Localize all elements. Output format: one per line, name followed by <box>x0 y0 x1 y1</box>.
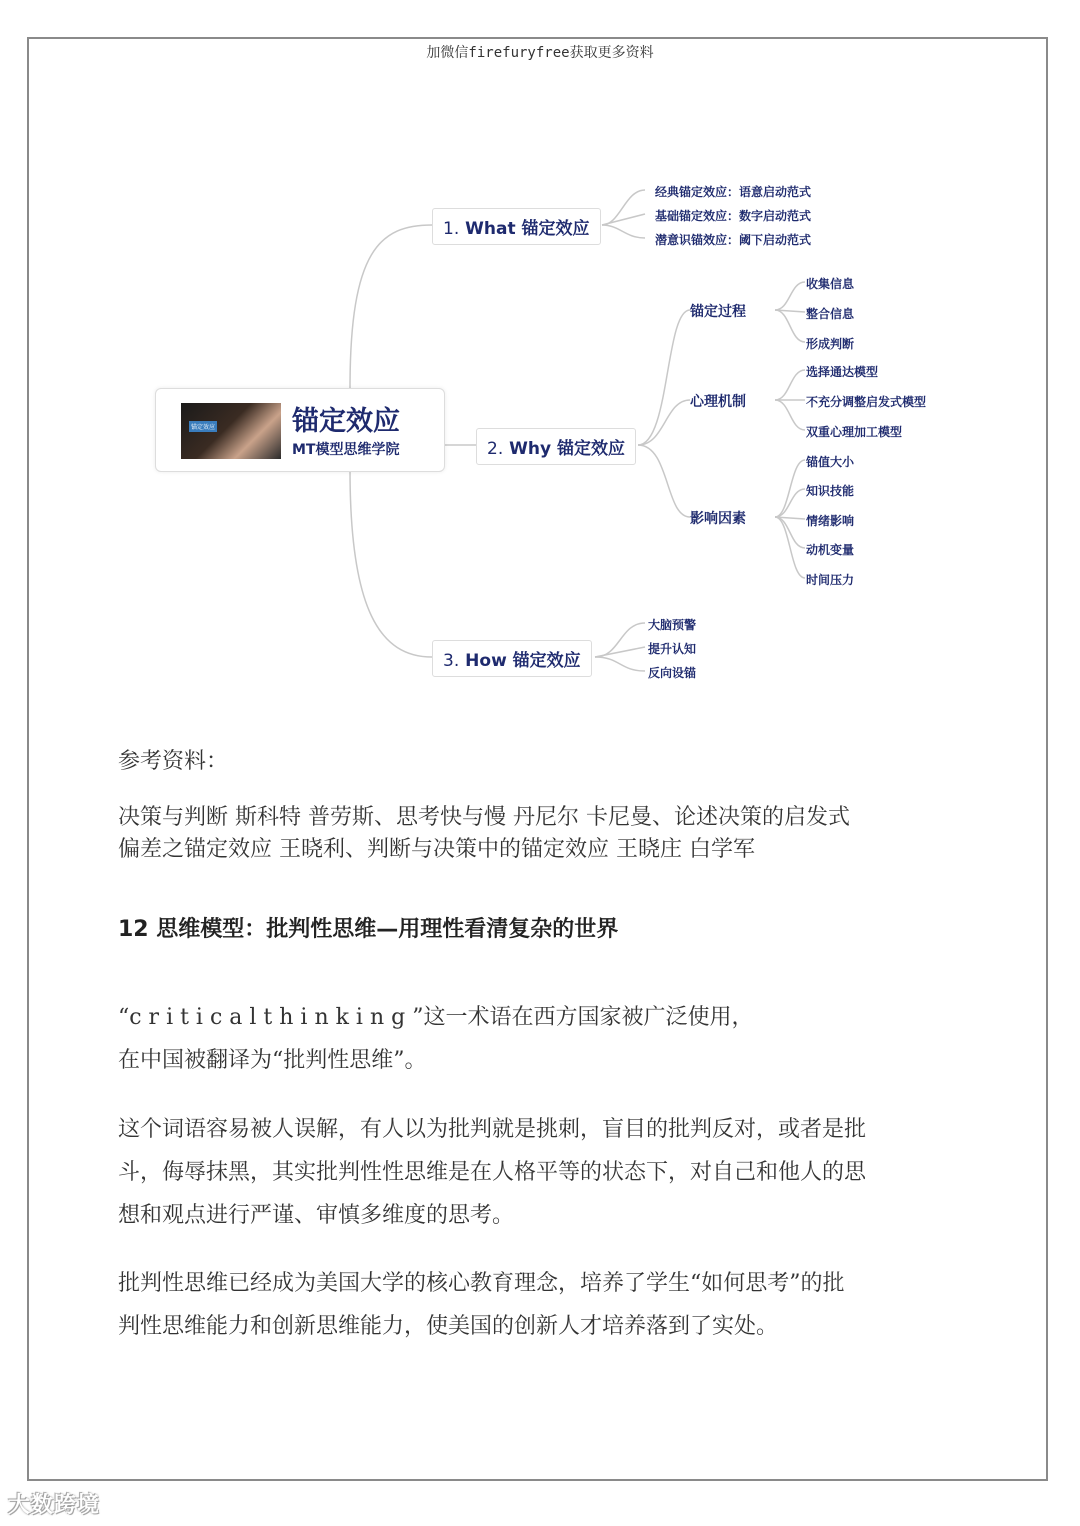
mind-map-root <box>155 388 445 472</box>
reference-line: 决策与判断 斯科特 普劳斯、思考快与慢 丹尼尔 卡尼曼、论述决策的启发式 <box>118 805 850 830</box>
paragraph-line: 在中国被翻译为“批判性思维”。 <box>118 1048 427 1073</box>
leaf: 锚值大小 <box>806 455 855 469</box>
root-subtitle: MT模型思维学院 <box>292 442 400 458</box>
reference-line: 偏差之锚定效应 王晓利、判断与决策中的锚定效应 王晓庄 白学军 <box>118 837 755 862</box>
group-label: 心理机制 <box>690 394 746 410</box>
leaf: 知识技能 <box>806 484 855 498</box>
leaf: 经典锚定效应：语意启动范式 <box>655 185 812 199</box>
paragraph-line: 斗，侮辱抹黑，其实批判性性思维是在人格平等的状态下，对自己和他人的思 <box>118 1160 867 1185</box>
paragraph <box>118 996 963 1082</box>
mind-map <box>150 170 970 700</box>
group-label: 锚定过程 <box>690 304 746 320</box>
root-title: 锚定效应 <box>292 406 400 437</box>
branch-how <box>432 640 592 677</box>
paragraph-line: 判性思维能力和创新思维能力，使美国的创新人才培养落到了实处。 <box>118 1314 779 1339</box>
leaf: 形成判断 <box>806 337 855 351</box>
portrait-image <box>181 403 281 459</box>
watermark: 大数跨境 <box>8 1493 101 1518</box>
branch-what <box>432 208 601 245</box>
leaf: 情绪影响 <box>806 514 855 528</box>
leaf: 潜意识锚效应：阈下启动范式 <box>655 233 812 247</box>
branch-label: What 锚定效应 <box>465 219 590 239</box>
paragraph-line: 这个词语容易被人误解，有人以为批判就是挑刺，盲目的批判反对，或者是批 <box>118 1117 867 1142</box>
branch-why <box>476 428 636 465</box>
leaf: 整合信息 <box>806 307 855 321</box>
branch-label: How 锚定效应 <box>465 651 581 671</box>
leaf: 双重心理加工模型 <box>806 425 903 439</box>
group-label: 影响因素 <box>690 511 746 527</box>
leaf: 基础锚定效应：数字启动范式 <box>655 209 812 223</box>
paragraph <box>118 1108 963 1237</box>
leaf: 收集信息 <box>806 277 855 291</box>
branch-number: 3. <box>443 651 460 671</box>
paragraph-line: 批判性思维已经成为美国大学的核心教育理念，培养了学生“如何思考”的批 <box>118 1271 845 1296</box>
paragraph-line: 想和观点进行严谨、审慎多维度的思考。 <box>118 1203 515 1228</box>
photo-tag: 锚定效应 <box>189 421 217 432</box>
leaf: 反向设锚 <box>648 666 697 680</box>
branch-number: 1. <box>443 219 460 239</box>
paragraph <box>118 1262 963 1348</box>
leaf: 不充分调整启发式模型 <box>806 395 927 409</box>
branch-label: Why 锚定效应 <box>509 439 626 459</box>
references-label: 参考资料： <box>118 749 229 774</box>
leaf: 提升认知 <box>648 642 697 656</box>
leaf: 时间压力 <box>806 573 855 587</box>
leaf: 动机变量 <box>806 543 855 557</box>
references-body <box>118 802 963 866</box>
header-note: 加微信firefuryfree获取更多资料 <box>426 45 654 61</box>
paragraph-line: “c r i t i c a l t h i n k i n g ”这一术语在西方国家被广泛使用， <box>118 1005 754 1030</box>
leaf: 大脑预警 <box>648 618 697 632</box>
branch-number: 2. <box>487 439 504 459</box>
section-title: 12 思维模型：批判性思维—用理性看清复杂的世界 <box>118 917 619 942</box>
leaf: 选择通达模型 <box>806 365 879 379</box>
